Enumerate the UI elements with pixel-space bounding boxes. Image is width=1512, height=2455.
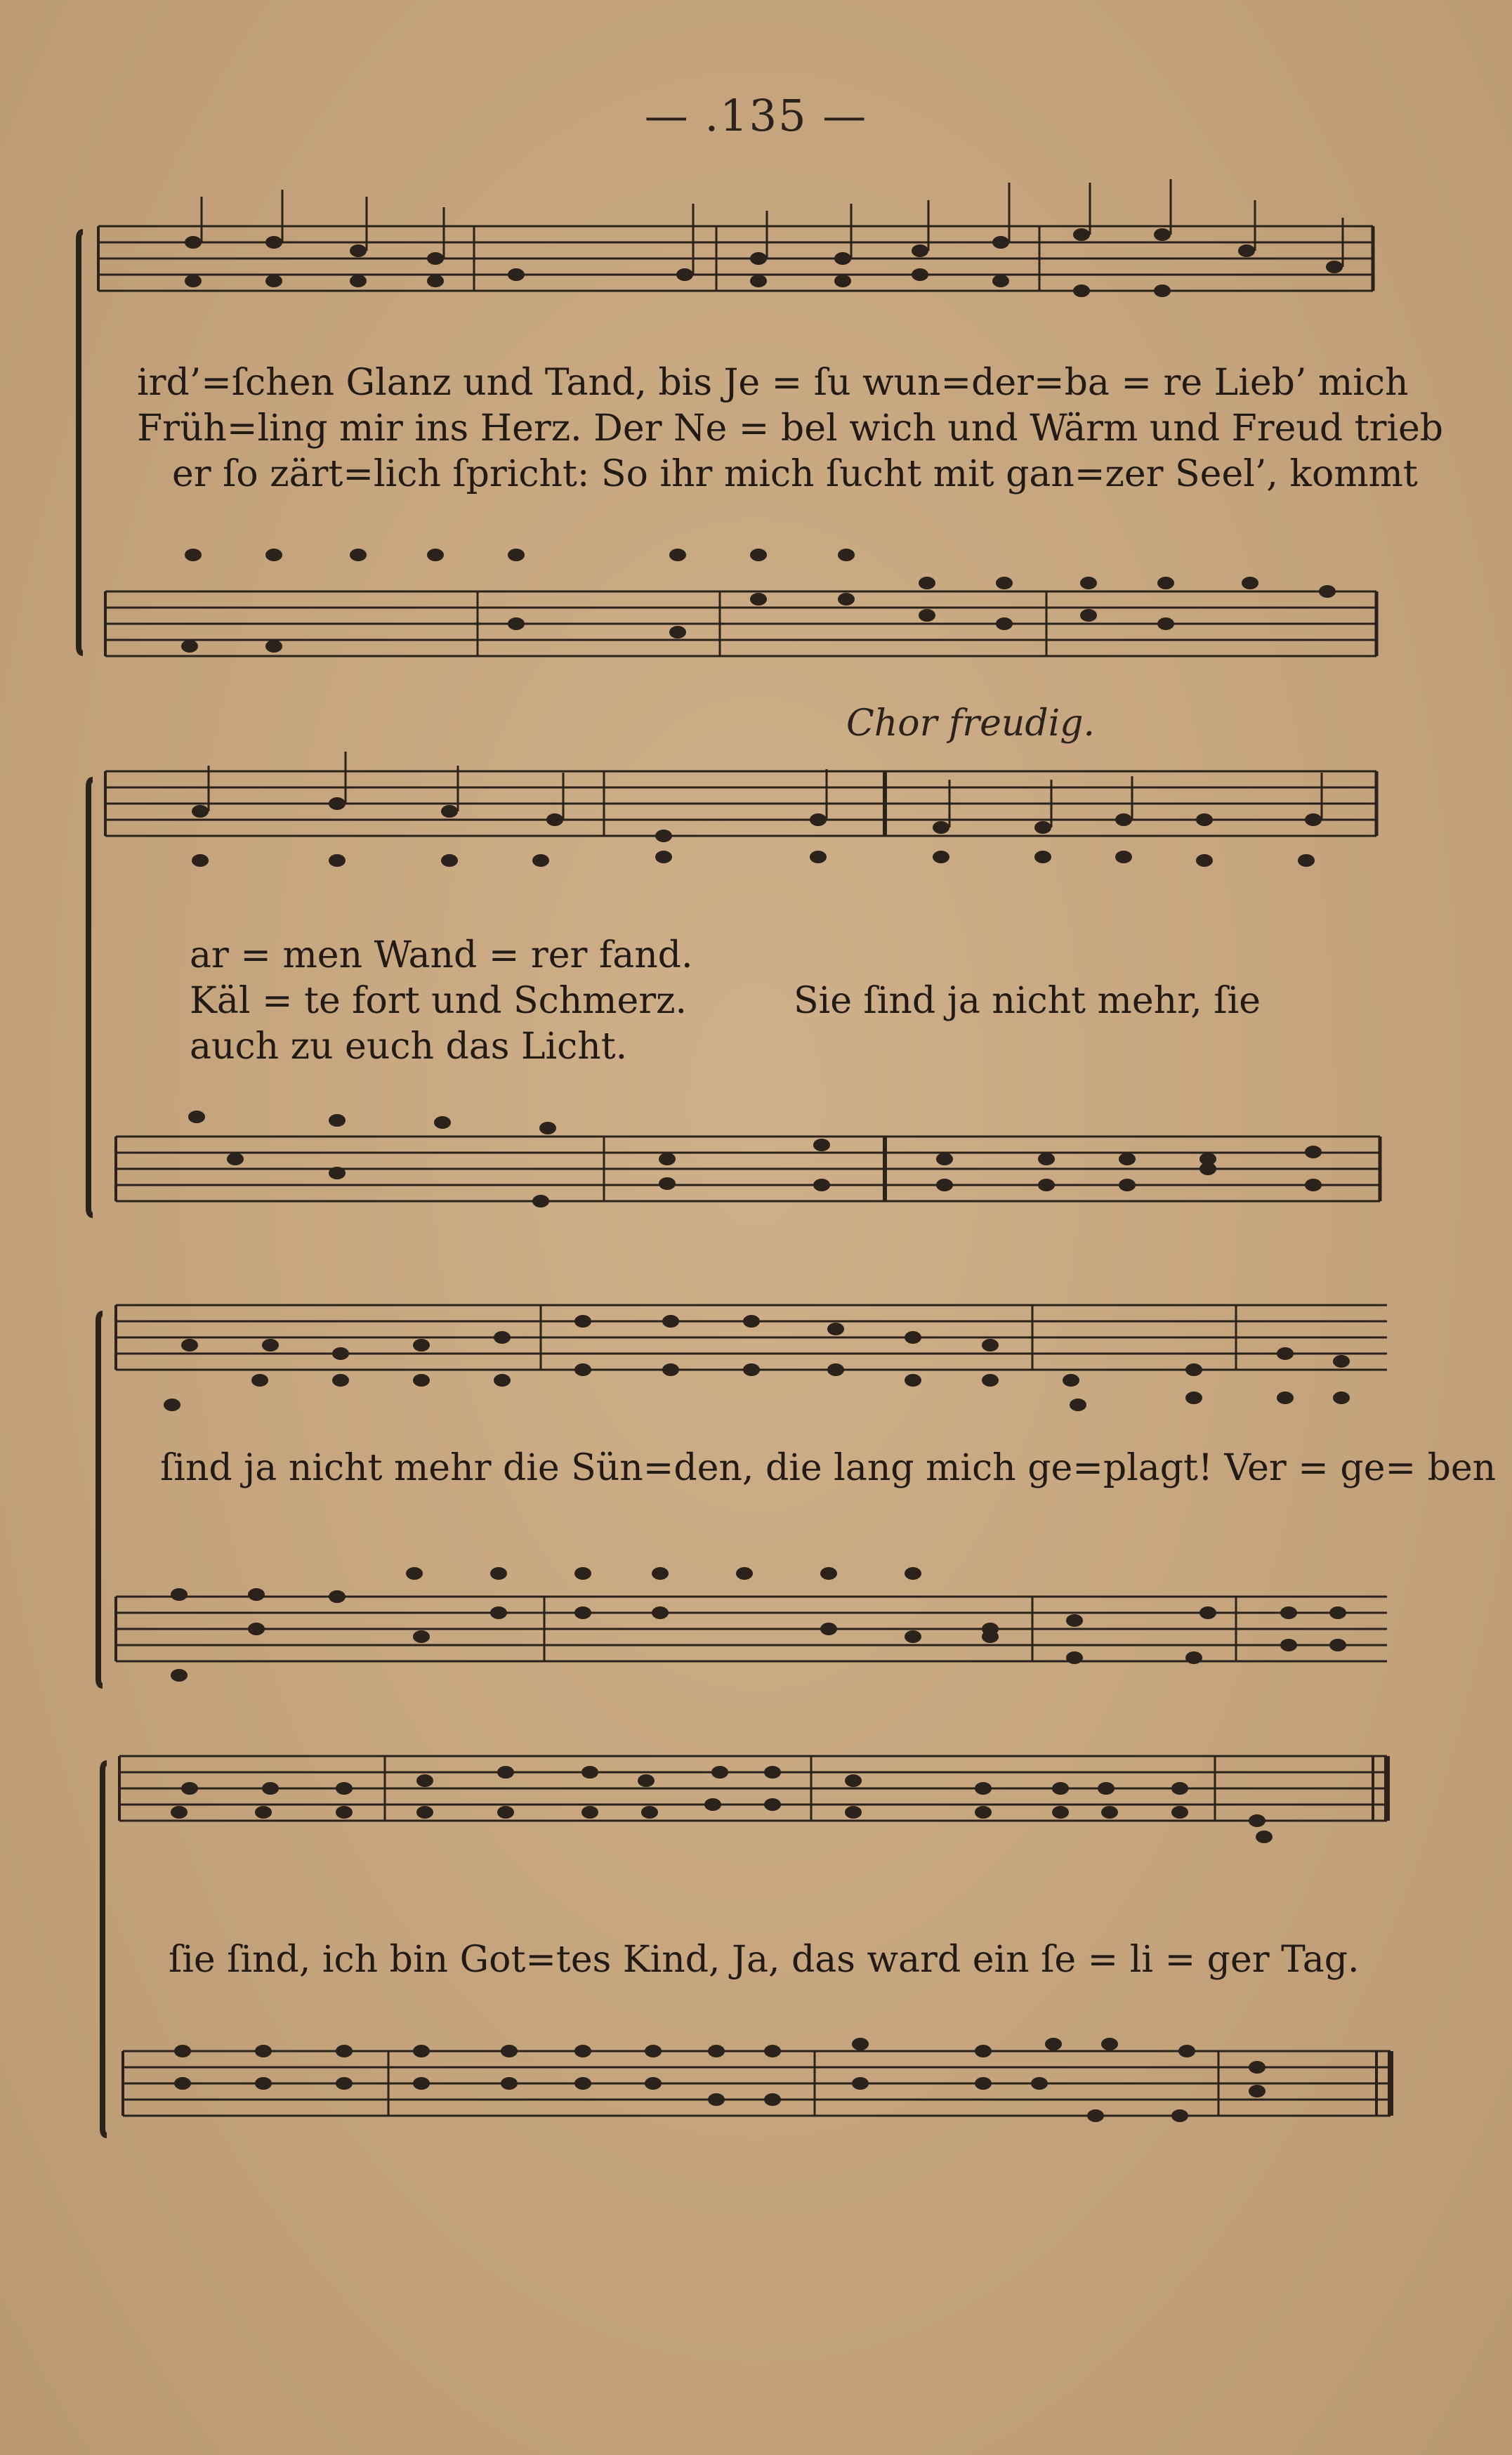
page-number: — .135 — bbox=[644, 90, 868, 141]
lyric-line: ſind ja nicht mehr die Sün=den, die lang mich ge=plagt! Ver = ge= ben bbox=[160, 1447, 1497, 1489]
lyric-line: ſie ſind, ich bin Got=tes Kind, Ja, das ward ein ſe = li = ger Tag. bbox=[169, 1939, 1360, 1981]
tempo-marking: Chor freudig. bbox=[846, 702, 1096, 745]
music-system-4 bbox=[0, 1735, 1512, 2171]
lyric-line-3: er ſo zärt=lich ſpricht: So ihr mich ſucht mit gan=zer Seel’, kommt bbox=[172, 453, 1418, 495]
music-system-1 bbox=[0, 0, 1512, 674]
lyric-line-1: ird’=ſchen Glanz und Tand, bis Je = ſu wun=der=ba = re Lieb’ mich bbox=[137, 362, 1409, 404]
music-system-2 bbox=[0, 695, 1512, 1257]
staff-lines-system-2 bbox=[0, 695, 1512, 1257]
lyric-right-line: Sie ſind ja nicht mehr, ſie bbox=[794, 980, 1261, 1022]
music-system-3 bbox=[0, 1264, 1512, 1700]
lyric-left-line-2: Käl = te fort und Schmerz. bbox=[190, 980, 688, 1022]
lyric-left-line-3: auch zu euch das Licht. bbox=[190, 1026, 628, 1068]
staff-lines-system-1 bbox=[0, 0, 1512, 674]
lyric-line-2: Früh=ling mir ins Herz. Der Ne = bel wich und Wärm und Freud trieb bbox=[137, 407, 1444, 450]
lyric-left-line-1: ar = men Wand = rer fand. bbox=[190, 934, 693, 976]
